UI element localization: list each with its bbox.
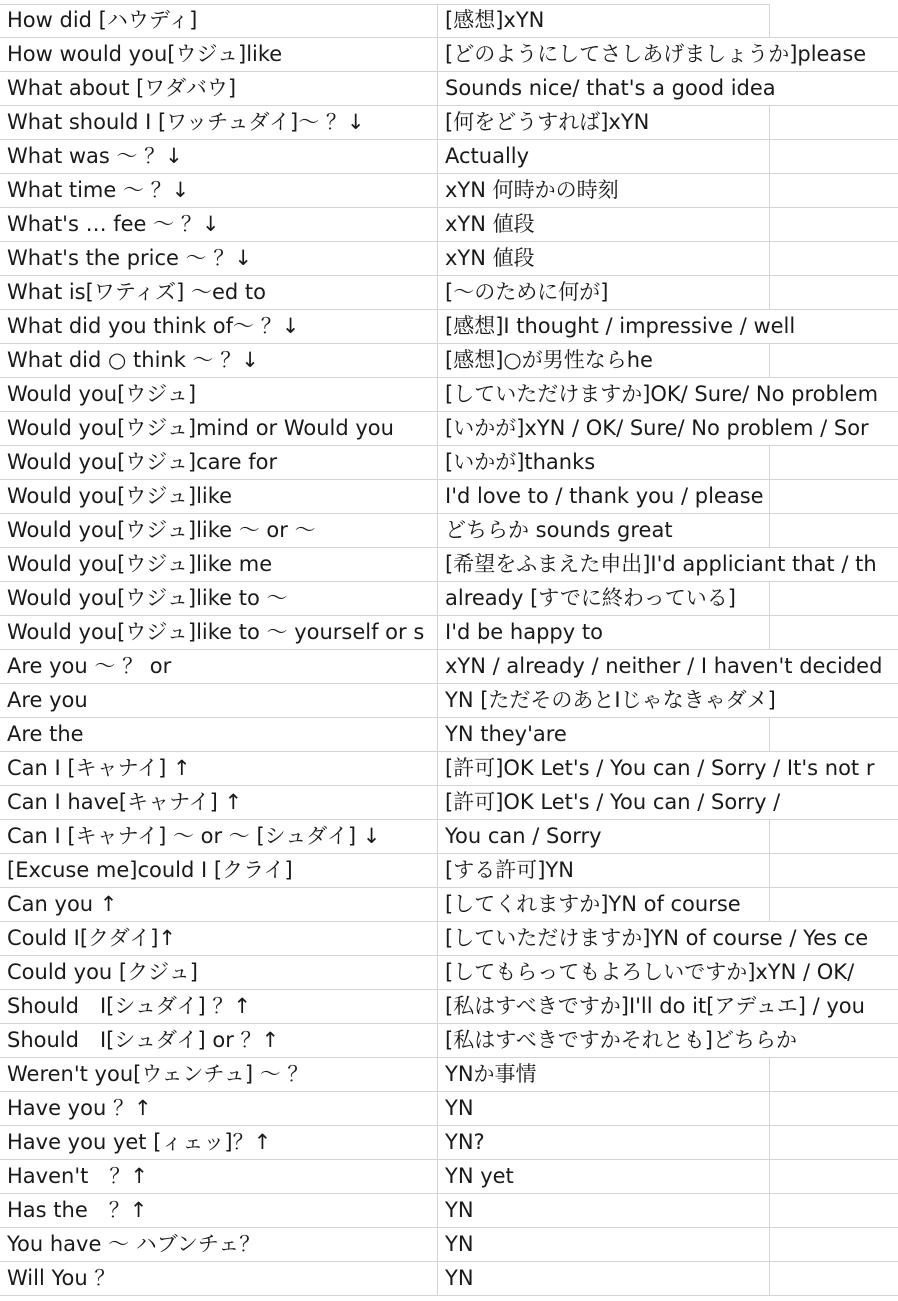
cell-phrase[interactable]: Could I[クダイ]↑ — [0, 922, 438, 955]
cell-phrase[interactable]: Would you[ウジュ]like to ～ — [0, 582, 438, 615]
cell-response[interactable]: YN — [445, 1232, 474, 1256]
cell-phrase[interactable]: You have ～ ハブンチェ？ — [0, 1228, 438, 1261]
cell-phrase[interactable]: Have you ？↑ — [0, 1092, 438, 1125]
cell-phrase[interactable]: Should I[シュダイ] ？↑ — [0, 990, 438, 1023]
cell-response[interactable]: YN — [445, 1198, 474, 1222]
cell-response[interactable]: YN they'are — [445, 722, 567, 746]
cell-phrase[interactable]: Are you ～ ？ or — [0, 650, 438, 683]
table-row — [0, 922, 898, 956]
cell-phrase[interactable]: Have you yet [ィェッ]？↑ — [0, 1126, 438, 1159]
table-row — [0, 242, 898, 276]
cell-empty[interactable] — [769, 344, 898, 377]
table-row — [0, 38, 898, 72]
cell-response[interactable]: xYN 値段 — [445, 212, 535, 236]
cell-response[interactable]: [感想]I thought / impressive / well — [445, 314, 796, 338]
table-row — [0, 1058, 898, 1092]
cell-response[interactable]: [いかが]thanks — [445, 450, 596, 474]
cell-phrase[interactable]: Would you[ウジュ]like me — [0, 548, 438, 581]
cell-phrase[interactable]: How would you[ウジュ]like — [0, 38, 438, 71]
table-row — [0, 684, 898, 718]
cell-empty[interactable] — [769, 888, 898, 921]
cell-phrase[interactable]: Would you[ウジュ]care for — [0, 446, 438, 479]
table-row — [0, 1160, 898, 1194]
cell-phrase[interactable]: Are you — [0, 684, 438, 717]
cell-empty[interactable] — [769, 820, 898, 853]
table-row — [0, 72, 898, 106]
cell-response[interactable]: [私はすべきですか]I'll do it[アデュエ] / you — [445, 994, 865, 1018]
table-row — [0, 650, 898, 684]
cell-response[interactable]: [していただけますか]OK/ Sure/ No problem — [445, 382, 879, 406]
table-row — [0, 956, 898, 990]
cell-empty[interactable] — [769, 582, 898, 615]
cell-phrase[interactable]: Can you ↑ — [0, 888, 438, 921]
cell-phrase[interactable]: How did [ハウディ] — [0, 4, 438, 37]
cell-phrase[interactable]: Could you [クジュ] — [0, 956, 438, 989]
cell-response[interactable]: [する許可]YN — [445, 858, 574, 882]
table-row — [0, 4, 898, 38]
table-row — [0, 820, 898, 854]
cell-phrase[interactable]: What should I [ワッチュダイ]～ ？↓ — [0, 106, 438, 139]
cell-response[interactable]: [してもらってもよろしいですか]xYN / OK/ — [445, 960, 855, 984]
cell-empty[interactable] — [769, 1228, 898, 1261]
table-row — [0, 888, 898, 922]
cell-response[interactable]: YN yet — [445, 1164, 514, 1188]
cell-phrase[interactable]: Would you[ウジュ]mind or Would you — [0, 412, 438, 445]
cell-response[interactable]: [私はすべきですかそれとも]どちらか — [445, 1028, 797, 1052]
cell-response[interactable]: [～のために何が] — [445, 280, 609, 304]
cell-empty[interactable] — [769, 276, 898, 309]
cell-phrase[interactable]: What did you think of～ ？↓ — [0, 310, 438, 343]
cell-response[interactable]: YN — [445, 1266, 474, 1290]
cell-empty[interactable] — [769, 242, 898, 275]
table-row — [0, 310, 898, 344]
table-row — [0, 276, 898, 310]
cell-empty[interactable] — [769, 1126, 898, 1159]
cell-empty[interactable] — [769, 1058, 898, 1091]
cell-phrase[interactable]: Can I have[キャナイ] ↑ — [0, 786, 438, 819]
table-row — [0, 1092, 898, 1126]
table-row — [0, 412, 898, 446]
cell-response[interactable]: YNか事情 — [445, 1062, 537, 1086]
cell-phrase[interactable]: Will You ？ — [0, 1262, 438, 1295]
cell-response[interactable]: [許可]OK Let's / You can / Sorry / It's not r — [445, 756, 875, 780]
cell-phrase[interactable]: What's … fee ～ ？↓ — [0, 208, 438, 241]
cell-phrase[interactable]: Would you[ウジュ] — [0, 378, 438, 411]
cell-phrase[interactable]: What did ○ think ～ ？↓ — [0, 344, 438, 377]
cell-response[interactable]: [許可]OK Let's / You can / Sorry / — [445, 790, 781, 814]
cell-empty[interactable] — [769, 140, 898, 173]
cell-response[interactable]: YN [ただそのあとIじゃなきゃダメ] — [445, 688, 776, 712]
cell-phrase[interactable]: Can I [キャナイ] ↑ — [0, 752, 438, 785]
cell-phrase[interactable]: What time ～ ？↓ — [0, 174, 438, 207]
table-row — [0, 1262, 898, 1296]
spreadsheet-grid — [0, 4, 898, 1296]
table-row — [0, 854, 898, 888]
table-row — [0, 480, 898, 514]
cell-phrase[interactable]: [Excuse me]could I [クライ] — [0, 854, 438, 887]
cell-response[interactable]: YN — [445, 1096, 474, 1120]
table-row — [0, 378, 898, 412]
table-row — [0, 582, 898, 616]
table-row — [0, 786, 898, 820]
table-row — [0, 718, 898, 752]
cell-response[interactable]: [感想]xYN — [445, 8, 545, 32]
cell-empty[interactable] — [769, 446, 898, 479]
cell-empty[interactable] — [769, 616, 898, 649]
cell-response[interactable]: [していただけますか]YN of course / Yes ce — [445, 926, 869, 950]
cell-phrase[interactable]: Would you[ウジュ]like to ～ yourself or s — [0, 616, 438, 649]
cell-response[interactable]: You can / Sorry — [445, 824, 602, 848]
cell-response[interactable]: [してくれますか]YN of course — [445, 892, 741, 916]
cell-empty[interactable] — [769, 1160, 898, 1193]
table-row — [0, 616, 898, 650]
cell-phrase[interactable]: Would you[ウジュ]like ～ or ～ — [0, 514, 438, 547]
cell-response[interactable]: I'd be happy to — [445, 620, 603, 644]
table-row — [0, 106, 898, 140]
cell-phrase[interactable]: Weren't you[ウェンチュ] ～ ？ — [0, 1058, 438, 1091]
cell-phrase[interactable]: Haven't ？↑ — [0, 1160, 438, 1193]
cell-empty[interactable] — [769, 718, 898, 751]
cell-empty[interactable] — [769, 514, 898, 547]
cell-response[interactable]: Sounds nice/ that's a good idea — [445, 76, 776, 100]
cell-phrase[interactable]: Can I [キャナイ] ～ or ～ [シュダイ] ↓ — [0, 820, 438, 853]
cell-response[interactable]: [希望をふまえた申出]I'd appliciant that / th — [445, 552, 877, 576]
table-row — [0, 990, 898, 1024]
cell-response[interactable]: [いかが]xYN / OK/ Sure/ No problem / Sor — [445, 416, 869, 440]
cell-phrase[interactable]: Would you[ウジュ]like — [0, 480, 438, 513]
cell-empty[interactable] — [769, 1092, 898, 1125]
cell-empty[interactable] — [769, 174, 898, 207]
cell-phrase[interactable]: What's the price ～ ？↓ — [0, 242, 438, 275]
cell-response[interactable]: どちらか sounds great — [445, 518, 673, 542]
cell-phrase[interactable]: Should I[シュダイ] or ？↑ — [0, 1024, 438, 1057]
cell-phrase[interactable]: What about [ワダバウ] — [0, 72, 438, 105]
cell-response[interactable]: xYN 何時かの時刻 — [445, 178, 619, 202]
cell-phrase[interactable]: What is[ワティズ] ～ed to — [0, 276, 438, 309]
cell-empty[interactable] — [769, 854, 898, 887]
cell-phrase[interactable]: What was ～ ？↓ — [0, 140, 438, 173]
cell-empty[interactable] — [769, 208, 898, 241]
table-row — [0, 1024, 898, 1058]
table-row — [0, 1194, 898, 1228]
cell-empty[interactable] — [769, 4, 898, 37]
table-row — [0, 548, 898, 582]
table-row — [0, 446, 898, 480]
cell-response[interactable]: I'd love to / thank you / please — [445, 484, 764, 508]
cell-empty[interactable] — [769, 1194, 898, 1227]
cell-empty[interactable] — [769, 1262, 898, 1295]
cell-response[interactable]: [何をどうすれば]xYN — [445, 110, 650, 134]
table-row — [0, 514, 898, 548]
cell-phrase[interactable]: Are the — [0, 718, 438, 751]
cell-response[interactable]: already [すでに終わっている] — [445, 586, 736, 610]
table-row — [0, 1228, 898, 1262]
cell-response[interactable]: [どのようにしてさしあげましょうか]please — [445, 42, 867, 66]
cell-response[interactable]: YN? — [445, 1130, 485, 1154]
cell-response[interactable]: xYN 値段 — [445, 246, 535, 270]
cell-response[interactable]: [感想]○が男性ならhe — [445, 348, 653, 372]
table-row — [0, 752, 898, 786]
table-row — [0, 1126, 898, 1160]
cell-response[interactable]: xYN / already / neither / I haven't decided — [445, 654, 883, 678]
cell-empty[interactable] — [769, 480, 898, 513]
cell-empty[interactable] — [769, 106, 898, 139]
table-row — [0, 140, 898, 174]
table-row — [0, 174, 898, 208]
cell-phrase[interactable]: Has the ？↑ — [0, 1194, 438, 1227]
cell-response[interactable]: Actually — [445, 144, 530, 168]
table-row — [0, 344, 898, 378]
table-row — [0, 208, 898, 242]
